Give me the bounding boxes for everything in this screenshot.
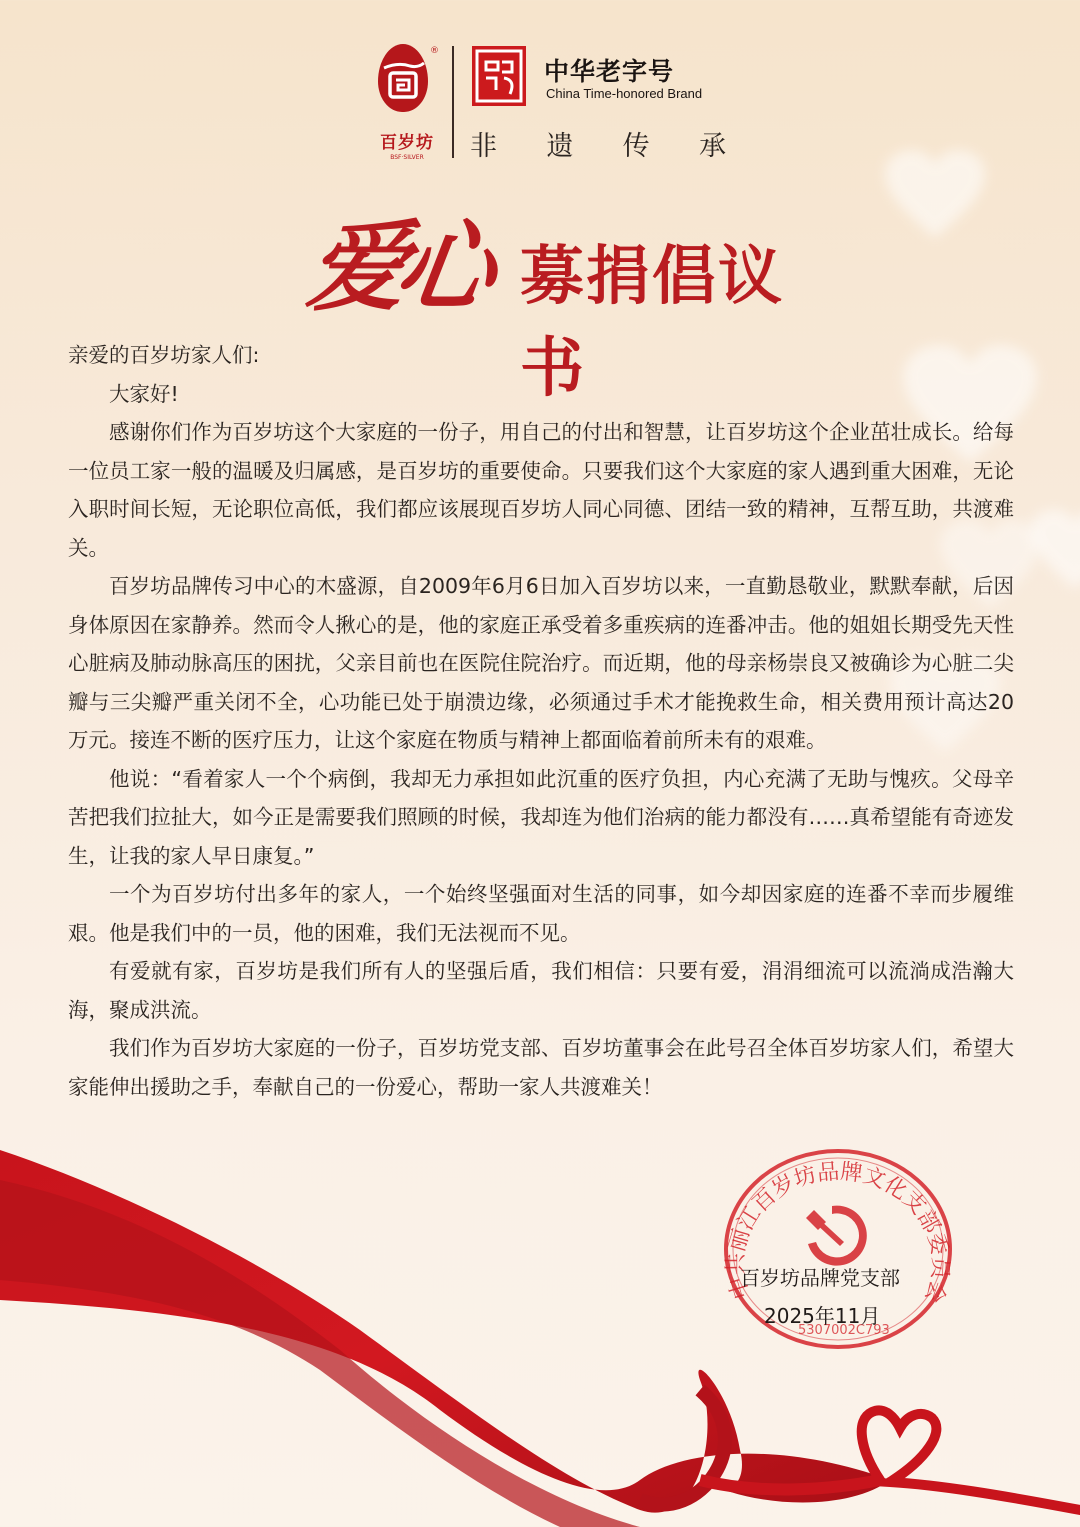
slogan-char: 承 [698,131,726,162]
signature-organization: 百岁坊品牌党支部 [740,1266,900,1290]
decor-heart-bokeh [880,150,990,240]
title-main-text: 募捐倡议书 [520,239,784,406]
letter-paragraph: 有爱就有家，百岁坊是我们所有人的坚强后盾，我们相信：只要有爱，涓涓细流可以流淌成浩瀚大海，聚成洪流。 [68,959,1014,1022]
bsf-brand-name: 百岁坊 [380,133,434,153]
time-honored-brand-cn: 中华老字号 [544,57,675,86]
time-honored-seal-icon [472,46,526,106]
title-calligraphy: 爱心 [300,210,493,325]
page-title [300,195,830,406]
signature-date: 2025年11月 [764,1304,881,1328]
header-logos [358,40,738,170]
letter-salutation: 亲爱的百岁坊家人们: [68,343,260,367]
slogan-char: 遗 [546,131,574,162]
letter-paragraph: 一个为百岁坊付出多年的家人，一个始终坚强面对生活的同事，如今却因家庭的连番不幸而步履维艰。他是我们中的一员，他的困难，我们无法视而不见。 [68,882,1014,945]
slogan-char: 非 [470,131,497,162]
letter-paragraph: 感谢你们作为百岁坊这个大家庭的一份子，用自己的付出和智慧，让百岁坊这个企业茁壮成长。给每一位员工家一般的温暖及归属感，是百岁坊的重要使命。只要我们这个大家庭的家人遇到重大困难，无论入职时间长短，无论职位高低，我们都应该展现百岁坊人同心同德、团结一致的精神，互帮互助，共渡难关。 [68,420,1014,560]
letter-paragraph: 他说：“看着家人一个个病倒，我却无力承担如此沉重的医疗负担，内心充满了无助与愧疚。父母辛苦把我们拉扯大，如今正是需要我们照顾的时候，我却连为他们治病的能力都没有……真希望能有奇迹发生，让我的家人早日康复。” [68,766,1014,868]
time-honored-brand-en: China Time-honored Brand [546,86,703,101]
slogan-char: 传 [622,131,650,162]
bsf-brand-logo [368,44,458,164]
hammer-sickle-icon [806,1206,867,1266]
bsf-bai-glyph-icon [378,54,428,104]
letter-greeting: 大家好! [109,381,179,406]
bsf-brand-subtitle: BSF·SILVER [390,154,424,161]
letter-body [68,336,1014,1106]
letter-paragraph: 我们作为百岁坊大家庭的一份子，百岁坊党支部、百岁坊董事会在此号召全体百岁坊家人们，希望大家能伸出援助之手，奉献自己的一份爱心，帮助一家人共渡难关！ [68,1036,1014,1099]
stamp-ring-text: 中共丽江百岁坊品牌文化支部委员会 [723,1159,953,1306]
heritage-slogan [470,124,726,163]
registered-mark: ® [430,46,439,56]
stamp-code: 5307002C793 [798,1323,890,1338]
logo-divider [452,46,454,158]
letter-paragraph: 百岁坊品牌传习中心的木盛源，自2009年6月6日加入百岁坊以来，一直勤恳敬业，默默奉献，后因身体原因在家静养。然而令人揪心的是，他的家庭正承受着多重疾病的连番冲击。他的姐姐长期受先天性心脏病及肺动脉高压的困扰，父亲目前也在医院住院治疗。而近期，他的母亲杨崇良又被确诊为心脏二尖瓣与三尖瓣严重关闭不全，心功能已处于崩溃边缘，必须通过手术才能挽救生命，相关费用预计高达20万元。接连不断的医疗压力，让这个家庭在物质与精神上都面临着前所未有的艰难。 [68,574,1014,752]
